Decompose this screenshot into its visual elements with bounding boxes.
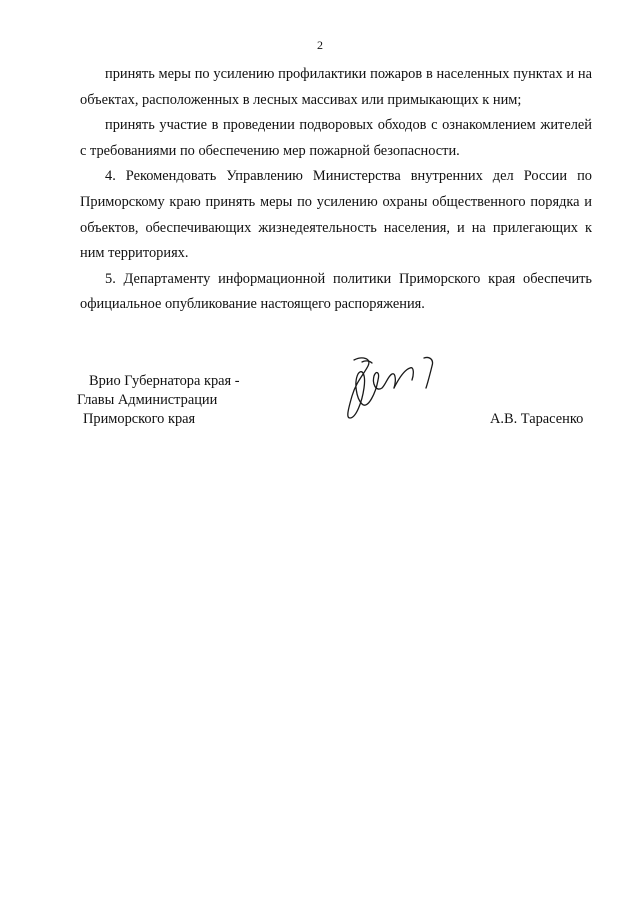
signer-title-line: Главы Администрации [77, 392, 218, 408]
signature-block [0, 372, 640, 442]
paragraph-item-4: 4. Рекомендовать Управлению Министерства внутренних дел России по Приморскому краю принять меры по усилению охраны общественного порядка и объектов, обеспечивающих жизнедеятельность населения, и на прилегающих к ним территориях. [80, 168, 592, 262]
signer-title-line: Врио Губернатора края - [89, 373, 240, 389]
signer-name: А.В. Тарасенко [490, 411, 584, 427]
handwritten-signature-icon [332, 352, 452, 432]
document-body [80, 62, 592, 318]
paragraph-household-rounds: принять участие в проведении подворовых обходов с ознакомлением жителей с требованиями по обеспечению мер пожарной безопасности. [80, 117, 592, 159]
paragraph-item-5: 5. Департаменту информационной политики Приморского края обеспечить официальное опубликование настоящего распоряжения. [80, 270, 592, 313]
paragraph-fire-prevention: принять меры по усилению профилактики пожаров в населенных пунктах и на объектах, расположенных в лесных массивах или примыкающих к ним; [80, 66, 592, 108]
signer-title-line: Приморского края [83, 411, 196, 427]
signer-title [77, 372, 277, 429]
page-number: 2 [317, 38, 323, 52]
